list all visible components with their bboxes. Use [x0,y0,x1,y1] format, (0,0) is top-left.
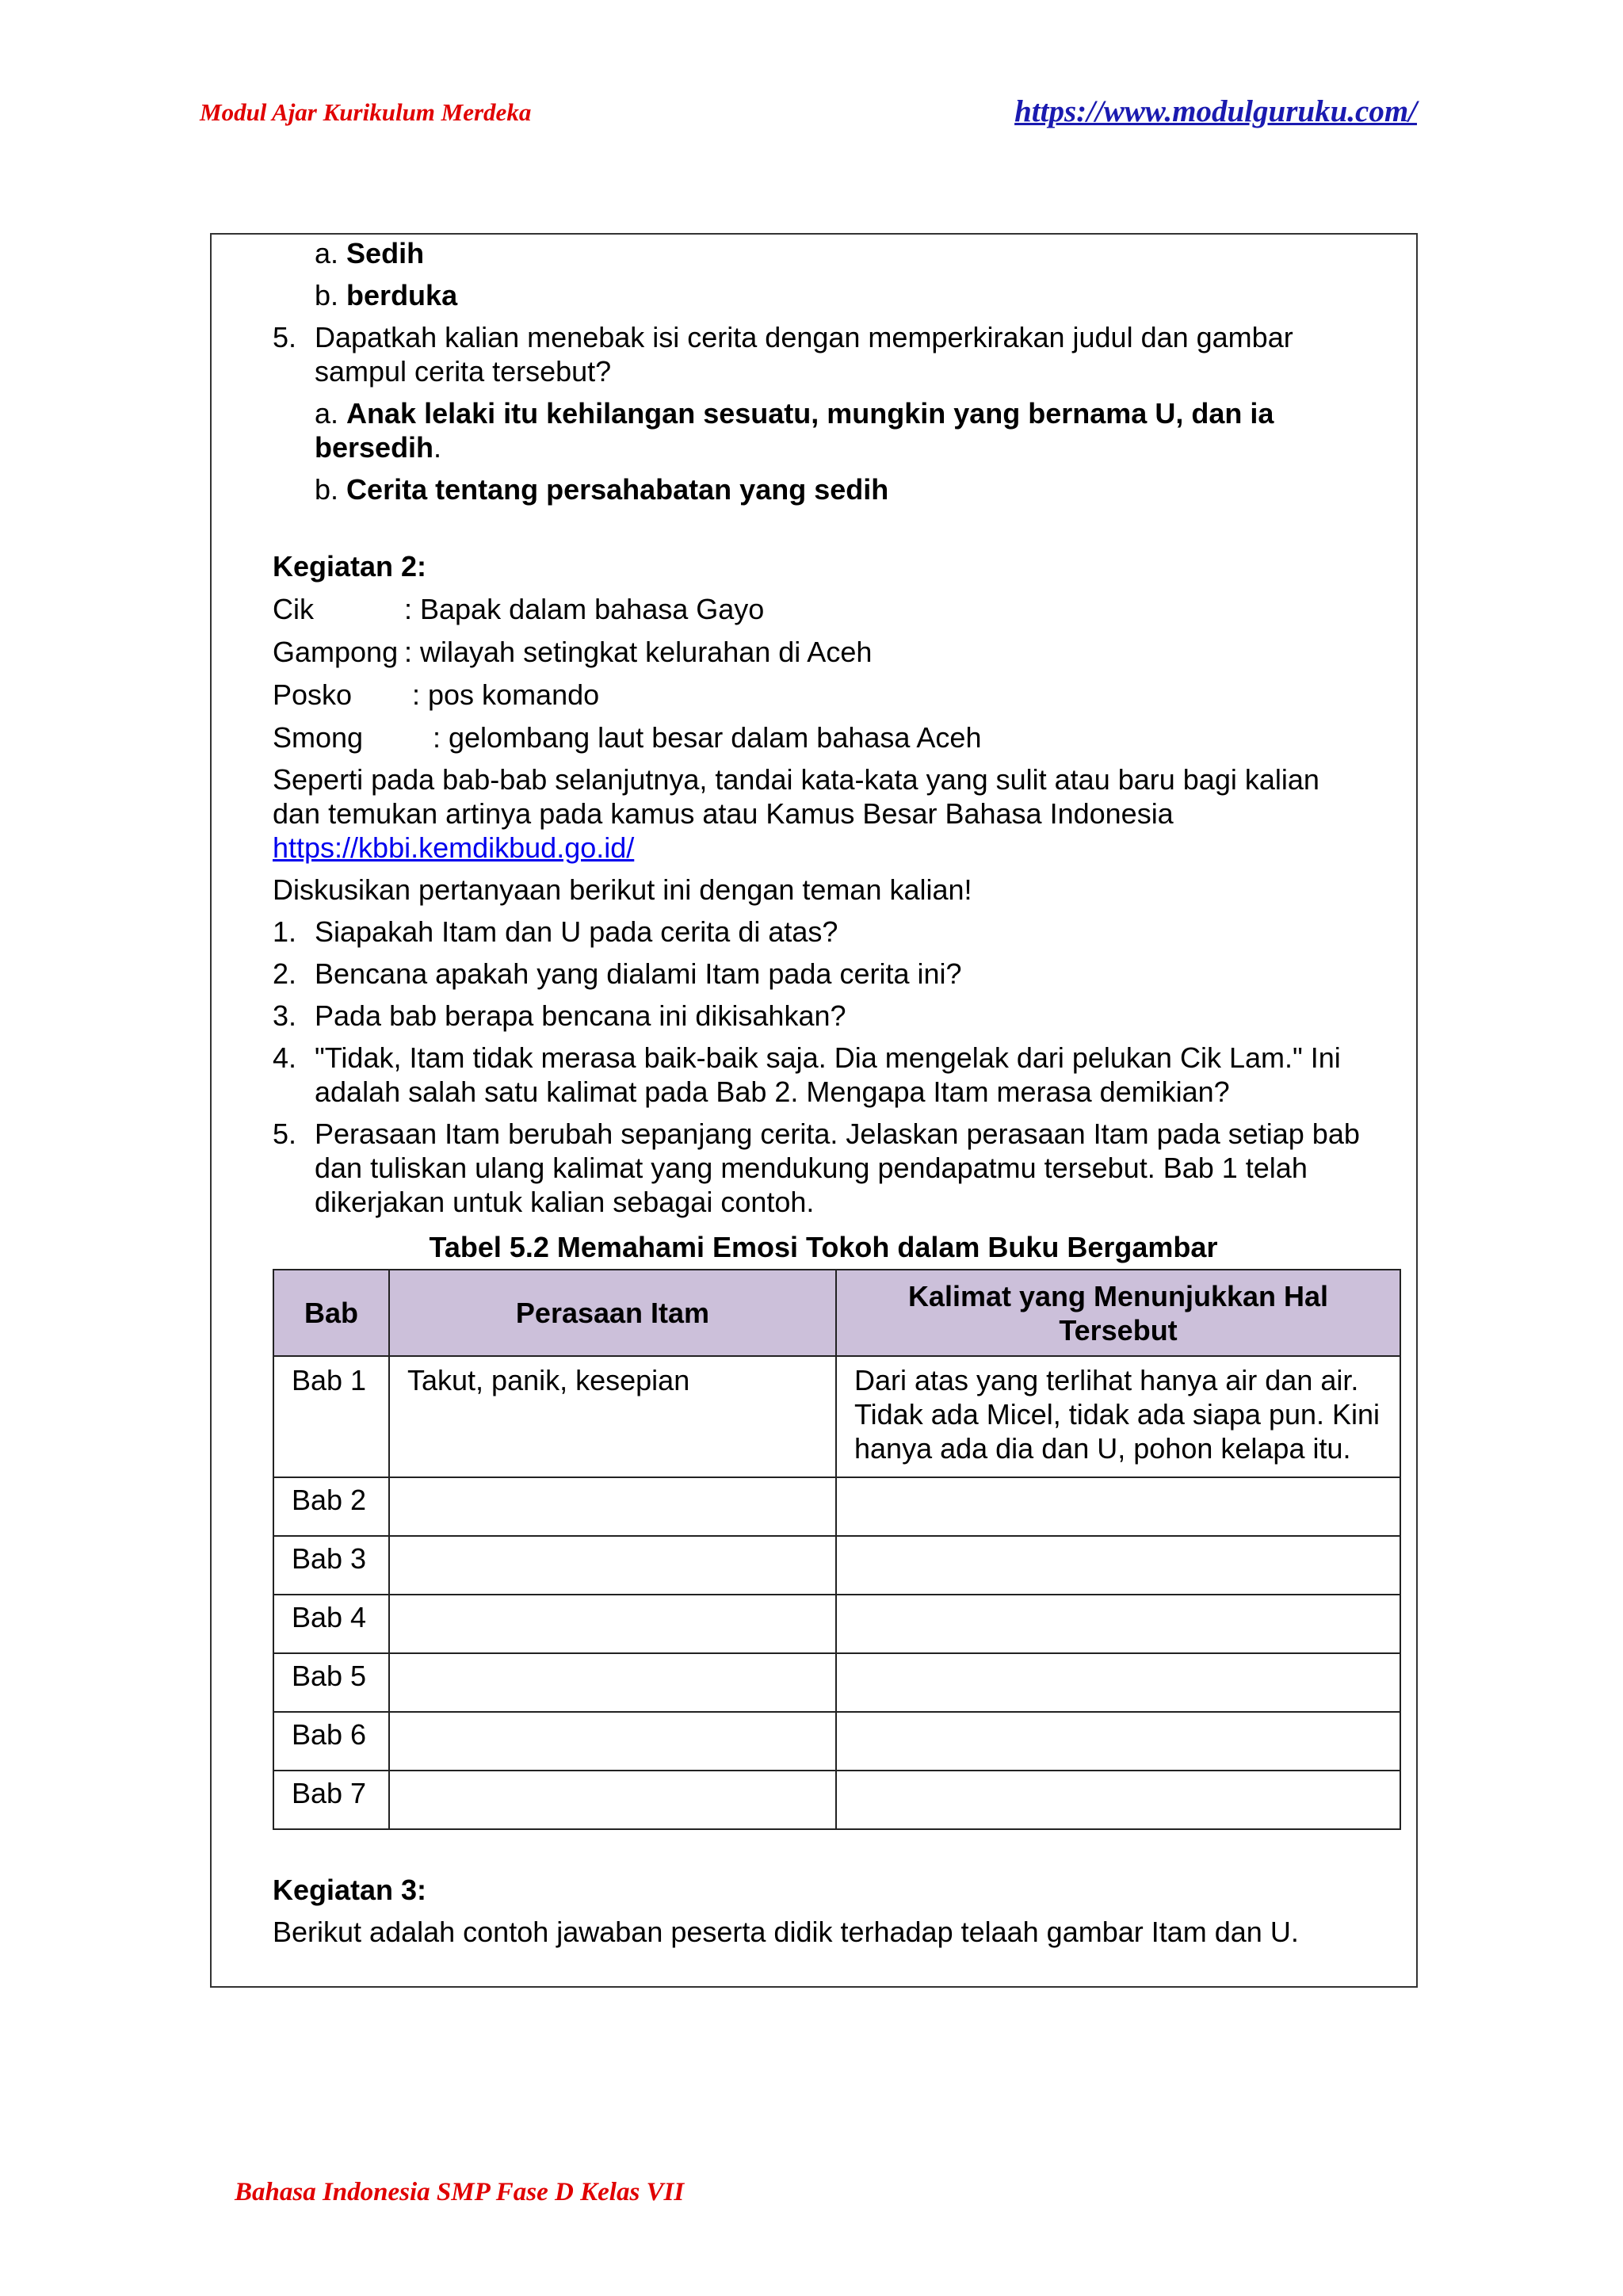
discussion-prompt: Diskusikan pertanyaan berikut ini dengan teman kalian! [273,873,972,906]
table-row [273,1712,1400,1771]
glossary-item: Gampong : wilayah setingkat kelurahan di Aceh [273,636,873,668]
cell-kalimat [836,1653,1400,1712]
discussion-question: 4. "Tidak, Itam tidak merasa baik-baik saja. Dia mengelak dari pelukan Cik Lam." Ini adalah salah satu kalimat pada Bab 2. Mengapa Itam merasa demikian? [273,1041,1341,1108]
cell-kalimat [836,1771,1400,1829]
answer-option: a. Anak lelaki itu kehilangan sesuatu, mungkin yang bernama U, dan ia bersedih. [315,397,1274,464]
discussion-question: 3. Pada bab berapa bencana ini dikisahkan? [273,999,846,1032]
table-row [273,1771,1400,1829]
discussion-question: 1. Siapakah Itam dan U pada cerita di atas? [273,915,838,948]
cell-bab: Bab 7 [273,1771,389,1829]
discussion-question: 2. Bencana apakah yang dialami Itam pada cerita ini? [273,957,962,990]
table-header-row [273,1270,1400,1356]
cell-kalimat [836,1595,1400,1653]
glossary-item: Smong : gelombang laut besar dalam bahasa Aceh [273,721,982,754]
cell-perasaan [389,1771,836,1829]
cell-kalimat [836,1477,1400,1536]
column-header-kalimat: Kalimat yang Menunjukkan Hal Tersebut [836,1270,1400,1356]
cell-kalimat [836,1536,1400,1595]
cell-perasaan [389,1712,836,1771]
kbbi-link[interactable]: https://kbbi.kemdikbud.go.id/ [273,831,635,864]
question-5: 5. Dapatkah kalian menebak isi cerita dengan memperkirakan judul dan gambar sampul cerita tersebut? [273,321,1293,388]
cell-bab: Bab 4 [273,1595,389,1653]
answer-option: b. berduka [315,279,458,311]
table-caption: Tabel 5.2 Memahami Emosi Tokoh dalam Buku Bergambar [429,1231,1218,1263]
cell-perasaan: Takut, panik, kesepian [389,1356,836,1477]
header-website-link[interactable]: https://www.modulguruku.com/ [1014,94,1417,128]
cell-bab: Bab 5 [273,1653,389,1712]
section-title-kegiatan-2: Kegiatan 2: [273,550,427,583]
glossary-item: Posko : pos komando [273,678,600,711]
cell-bab: Bab 2 [273,1477,389,1536]
footer-subject: Bahasa Indonesia SMP Fase D Kelas VII [235,2178,685,2206]
cell-perasaan [389,1653,836,1712]
cell-kalimat [836,1712,1400,1771]
cell-perasaan [389,1595,836,1653]
answer-option: b. Cerita tentang persahabatan yang sedih [315,473,889,506]
cell-perasaan [389,1477,836,1536]
table-row [273,1536,1400,1595]
cell-bab: Bab 3 [273,1536,389,1595]
header-module-title: Modul Ajar Kurikulum Merdeka [200,98,532,126]
table-row [273,1477,1400,1536]
worksheet-content [273,236,1381,1949]
discussion-question: 5. Perasaan Itam berubah sepanjang cerita. Jelaskan perasaan Itam pada setiap bab dan tuliskan ulang kalimat yang mendukung pendapatmu tersebut. Bab 1 telah dikerjakan untuk kalian sebagai contoh. [273,1117,1360,1218]
kegiatan-3-text: Berikut adalah contoh jawaban peserta didik terhadap telaah gambar Itam dan U. [273,1916,1299,1948]
table-row [273,1356,1400,1477]
section-title-kegiatan-3: Kegiatan 3: [273,1874,427,1906]
instruction-paragraph: Seperti pada bab-bab selanjutnya, tandai kata-kata yang sulit atau baru bagi kalian dan temukan artinya pada kamus atau Kamus Besar Bahasa Indonesia https://kbbi.kemdikbud.go.id/ [273,763,1319,864]
table-row [273,1595,1400,1653]
glossary-item: Cik : Bapak dalam bahasa Gayo [273,593,765,625]
answer-option: a. Sedih [315,237,425,269]
cell-kalimat: Dari atas yang terlihat hanya air dan air. Tidak ada Micel, tidak ada siapa pun. Kini hanya ada dia dan U, pohon kelapa itu. [836,1356,1400,1477]
cell-bab: Bab 6 [273,1712,389,1771]
column-header-bab: Bab [273,1270,389,1356]
cell-bab: Bab 1 [273,1356,389,1477]
cell-perasaan [389,1536,836,1595]
emotion-table [273,1269,1401,1830]
column-header-perasaan: Perasaan Itam [389,1270,836,1356]
table-row [273,1653,1400,1712]
